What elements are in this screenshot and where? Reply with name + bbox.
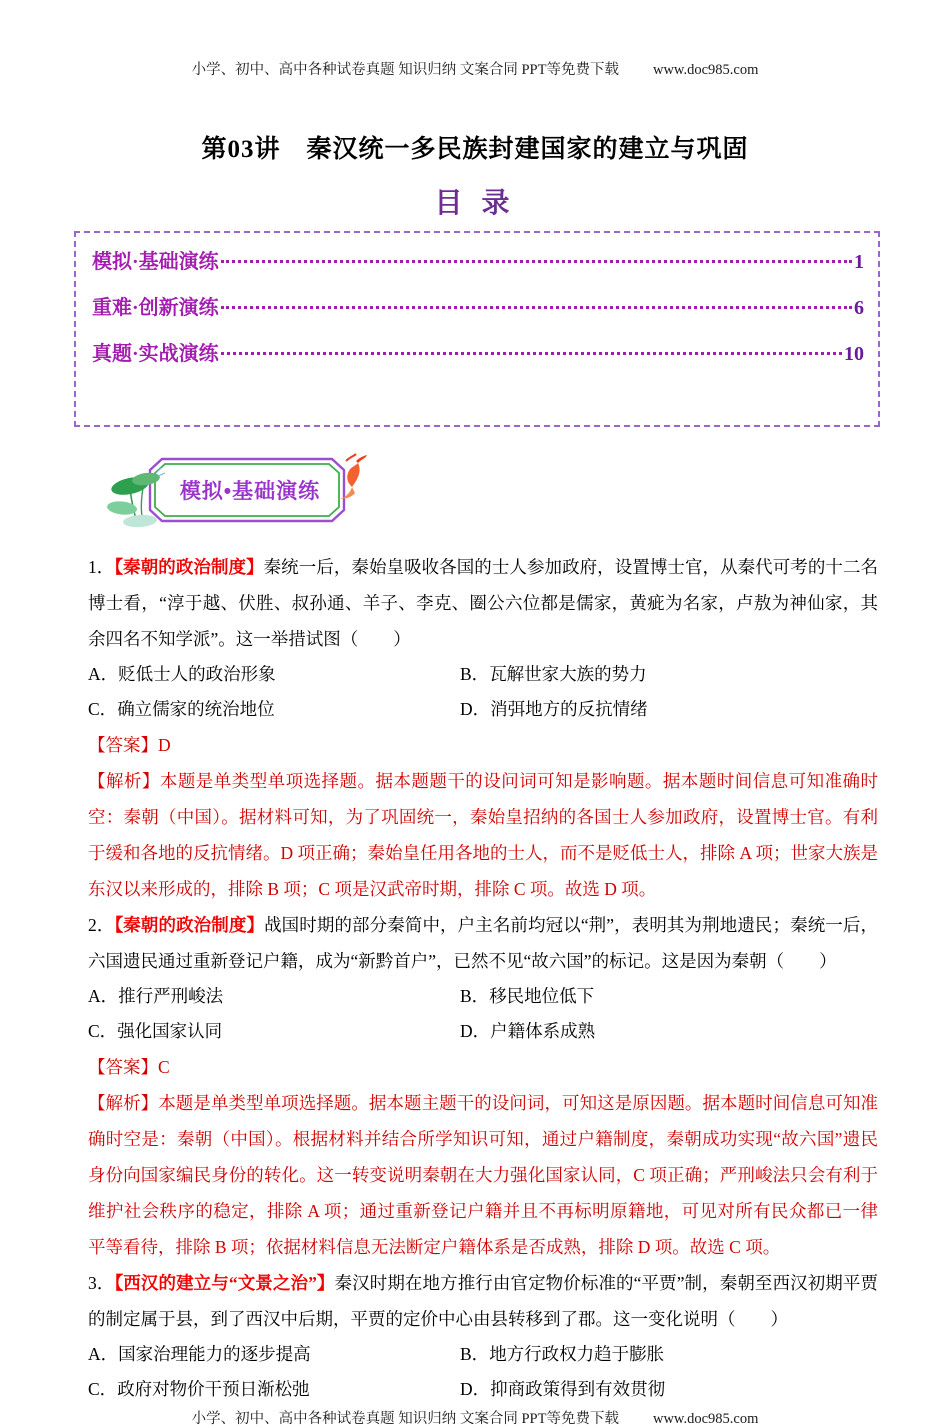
option-key: B． [460, 1344, 490, 1364]
toc-item-zhongnan[interactable] [92, 291, 864, 337]
option-text: 政府对物价干预日渐松弛 [117, 1379, 310, 1399]
header-banner [0, 0, 950, 79]
option-key: D． [460, 1021, 491, 1041]
question-2-options-row-1 [88, 979, 878, 1014]
question-2-options-row-2 [88, 1014, 878, 1049]
toc-leader-dots [221, 260, 852, 263]
answer-label: 【答案】 [88, 1057, 158, 1077]
question-topic-tag: 【西汉的建立与“文景之治”】 [114, 1273, 335, 1293]
question-number: 2． [88, 915, 115, 935]
option-c [88, 692, 460, 727]
question-3-options-row-2 [88, 1372, 878, 1407]
question-1-analysis [88, 763, 878, 907]
option-key: D． [460, 699, 491, 719]
question-3-options-row-1 [88, 1337, 878, 1372]
option-text: 瓦解世家大族的势力 [489, 664, 647, 684]
header-url-link[interactable]: www.doc985.com [652, 62, 759, 78]
option-key: A． [88, 986, 119, 1006]
question-2-analysis [88, 1085, 878, 1265]
option-key: D． [460, 1379, 491, 1399]
toc-box [74, 231, 880, 427]
option-a [88, 1337, 460, 1372]
option-text: 户籍体系成熟 [490, 1021, 596, 1041]
toc-leader-dots [221, 352, 842, 355]
option-d [460, 692, 648, 727]
option-text: 贬低士人的政治形象 [118, 664, 276, 684]
option-text: 抑商政策得到有效贯彻 [490, 1379, 666, 1399]
analysis-text: 本题是单类型单项选择题。据本题题干的设问词可知是影响题。据本题时间信息可知准确时空：秦朝（中国）。据材料可知，为了巩固统一，秦始皇招纳的各国士人参加政府，设置博士官。有利于缓和各地的反抗情绪。D 项正确；秦始皇任用各地的士人，而不是贬低士人，排除 A 项；世家大族是东汉以来形成的，排除 B 项；C 项是汉武帝时期，排除 C 项。故选 D 项。 [88, 771, 879, 899]
option-key: B． [460, 986, 490, 1006]
toc-item-moni[interactable] [92, 245, 864, 291]
option-a [88, 979, 460, 1014]
option-b [460, 1337, 664, 1372]
question-stem-text: 战国时期的部分秦简中，户主名前均冠以“荆”，表明其为荆地遗民；秦统一后，六国遗民通过重新登记户籍，成为“新黔首户”，已然不见“故六国”的标记。这是因为秦朝（ ） [88, 915, 878, 971]
option-text: 消弭地方的反抗情绪 [490, 699, 648, 719]
question-stem-text: 秦统一后，秦始皇吸收各国的士人参加政府，设置博士官，从秦代可考的十二名博士看，“淳于越、伏胜、叔孙通、羊子、李克、圈公六位都是儒家，黄疵为名家，卢敖为神仙家，其余四名不知学派”。这一举措试图（ ） [88, 557, 879, 649]
footer-banner-text: 小学、初中、高中各种试卷真题 知识归纳 文案合同 PPT等免费下载 [191, 1411, 619, 1427]
toc-heading: 目 录 [434, 188, 516, 219]
option-d [460, 1014, 595, 1049]
content-area [0, 453, 950, 1407]
option-text: 移民地位低下 [489, 986, 595, 1006]
question-1-options-row-1 [88, 657, 878, 692]
option-a [88, 657, 460, 692]
option-b [460, 657, 647, 692]
question-1-options-row-2 [88, 692, 878, 727]
analysis-label: 【解析】 [88, 1093, 159, 1113]
toc-item-label: 重难·创新演练 [92, 297, 219, 319]
option-text: 推行严刑峻法 [118, 986, 224, 1006]
option-key: C． [88, 1021, 118, 1041]
question-3-stem [88, 1265, 878, 1337]
option-key: C． [88, 699, 118, 719]
answer-value: C [158, 1057, 170, 1077]
section-badge [100, 453, 368, 533]
question-2-stem [88, 907, 878, 979]
answer-label: 【答案】 [88, 735, 158, 755]
toc-page-number: 6 [854, 297, 864, 319]
toc-item-zhenti[interactable] [92, 337, 864, 383]
question-1-stem [88, 549, 878, 657]
option-text: 地方行政权力趋于膨胀 [489, 1344, 665, 1364]
option-key: C． [88, 1379, 118, 1399]
question-stem-text: 秦汉时期在地方推行由官定物价标准的“平贾”制，秦朝至西汉初期平贾的制定属于县，到了西汉中后期，平贾的定价中心由县转移到了郡。这一变化说明（ ） [88, 1273, 879, 1329]
question-number: 3． [88, 1273, 115, 1293]
question-2-answer [88, 1049, 878, 1085]
header-banner-text: 小学、初中、高中各种试卷真题 知识归纳 文案合同 PPT等免费下载 [191, 62, 619, 78]
toc-leader-dots [221, 306, 852, 309]
question-topic-tag: 【秦朝的政治制度】 [114, 557, 264, 577]
footer-url-link[interactable]: www.doc985.com [652, 1411, 759, 1427]
analysis-text: 本题是单类型单项选择题。据本题主题干的设问词，可知这是原因题。据本题时间信息可知准确时空是：秦朝（中国）。根据材料并结合所学知识可知，通过户籍制度，秦朝成功实现“故六国”遗民身份向国家编民身份的转化。这一转变说明秦朝在大力强化国家认同，C 项正确；严刑峻法只会有利于维护社会秩序的稳定，排除 A 项；通过重新登记户籍并且不再标明原籍地，可见对所有民众都已一律平等看待，排除 B 项；依据材料信息无法断定户籍体系是否成熟，排除 D 项。故选 C 项。 [88, 1093, 879, 1257]
option-key: A． [88, 1344, 119, 1364]
toc-item-label: 真题·实战演练 [92, 343, 219, 365]
section-badge-label: 模拟•基础演练 [179, 480, 321, 503]
question-number: 1． [88, 557, 115, 577]
analysis-label: 【解析】 [88, 771, 160, 791]
option-key: A． [88, 664, 119, 684]
option-text: 强化国家认同 [117, 1021, 223, 1041]
footer-banner [0, 1407, 950, 1428]
toc-page-number: 10 [844, 343, 864, 365]
answer-value: D [158, 735, 171, 755]
question-topic-tag: 【秦朝的政治制度】 [114, 915, 265, 935]
option-d [460, 1372, 665, 1407]
question-1-answer [88, 727, 878, 763]
option-text: 国家治理能力的逐步提高 [118, 1344, 311, 1364]
option-key: B． [460, 664, 490, 684]
option-b [460, 979, 594, 1014]
toc-page-number: 1 [854, 251, 864, 273]
option-text: 确立儒家的统治地位 [117, 699, 275, 719]
option-c [88, 1372, 460, 1407]
toc-item-label: 模拟·基础演练 [92, 251, 219, 273]
page-title: 第03讲 秦汉统一多民族封建国家的建立与巩固 [201, 136, 749, 163]
option-c [88, 1014, 460, 1049]
